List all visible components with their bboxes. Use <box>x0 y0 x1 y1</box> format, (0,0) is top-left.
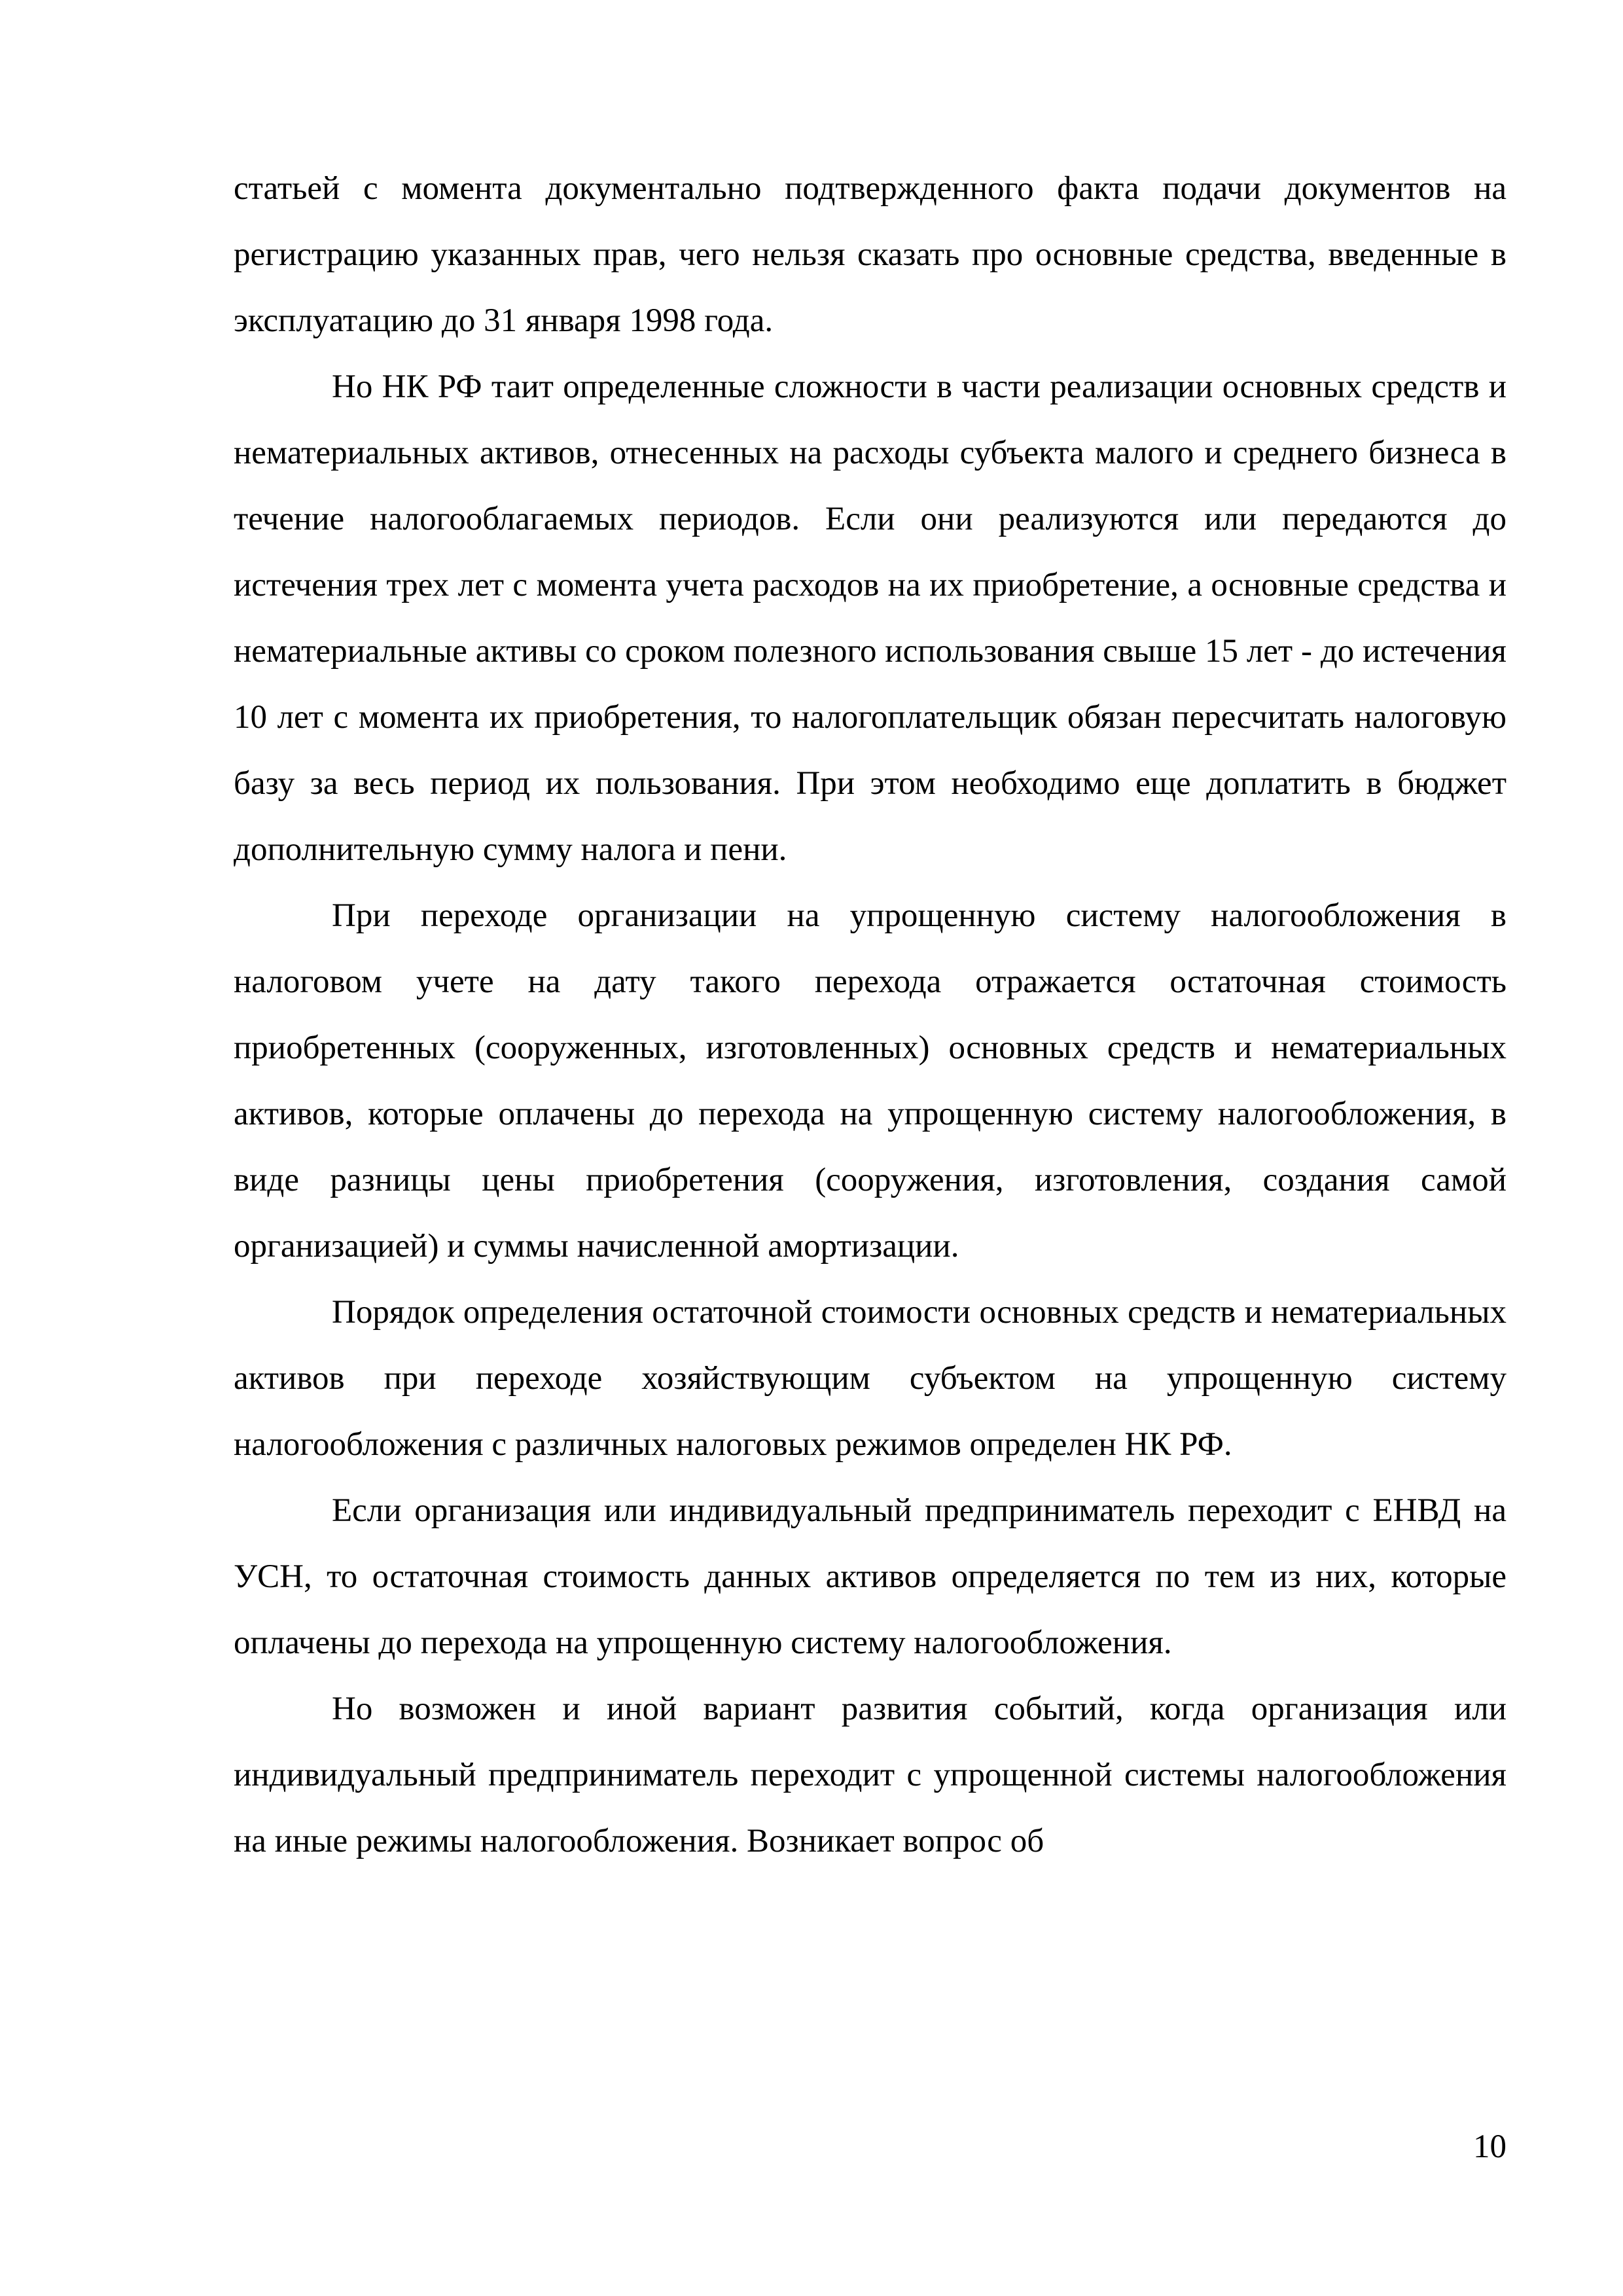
paragraph-nk-complexities: Но НК РФ таит определенные сложности в части реализации основных средств и нематериальных активов, отнесенных на расходы субъекта малого и среднего бизнеса в течение налогооблагаемых периодов. Если они реализуются или передаются до истечения трех лет с момента учета расходов на их приобретение, а основные средства и нематериальные активы со сроком полезного использования свыше 15 лет - до истечения 10 лет с момента их приобретения, то налогоплательщик обязан пересчитать налоговую базу за весь период их пользования. При этом необходимо еще доплатить в бюджет дополнительную сумму налога и пени. <box>234 368 1507 868</box>
paragraph-residual-value-order: Порядок определения остаточной стоимости основных средств и нематериальных активов при переходе хозяйствующим субъектом на упрощенную систему налогообложения с различных налоговых режимов определен НК РФ. <box>234 1294 1507 1463</box>
paragraph-usn-to-other: Но возможен и иной вариант развития событий, когда организация или индивидуальный предприниматель переходит с упрощенной системы налогообложения на иные режимы налогообложения. Возникает вопрос об <box>234 1691 1507 1859</box>
paragraph-continuation: статьей с момента документально подтвержденного факта подачи документов на регистрацию указанных прав, чего нельзя сказать про основные средства, введенные в эксплуатацию до 31 января 1998 года. <box>234 170 1507 339</box>
page-number: 10 <box>1473 2128 1507 2165</box>
paragraph-envd-to-usn: Если организация или индивидуальный предприниматель переходит с ЕНВД на УСН, то остаточная стоимость данных активов определяется по тем из них, которые оплачены до перехода на упрощенную систему налогообложения. <box>234 1492 1507 1661</box>
paragraph-transition-usn: При переходе организации на упрощенную систему налогообложения в налоговом учете на дату такого перехода отражается остаточная стоимость приобретенных (сооруженных, изготовленных) основных средств и нематериальных активов, которые оплачены до перехода на упрощенную систему налогообложения, в виде разницы цены приобретения (сооружения, изготовления, создания самой организацией) и суммы начисленной амортизации. <box>234 897 1507 1265</box>
document-page <box>234 156 1507 1874</box>
